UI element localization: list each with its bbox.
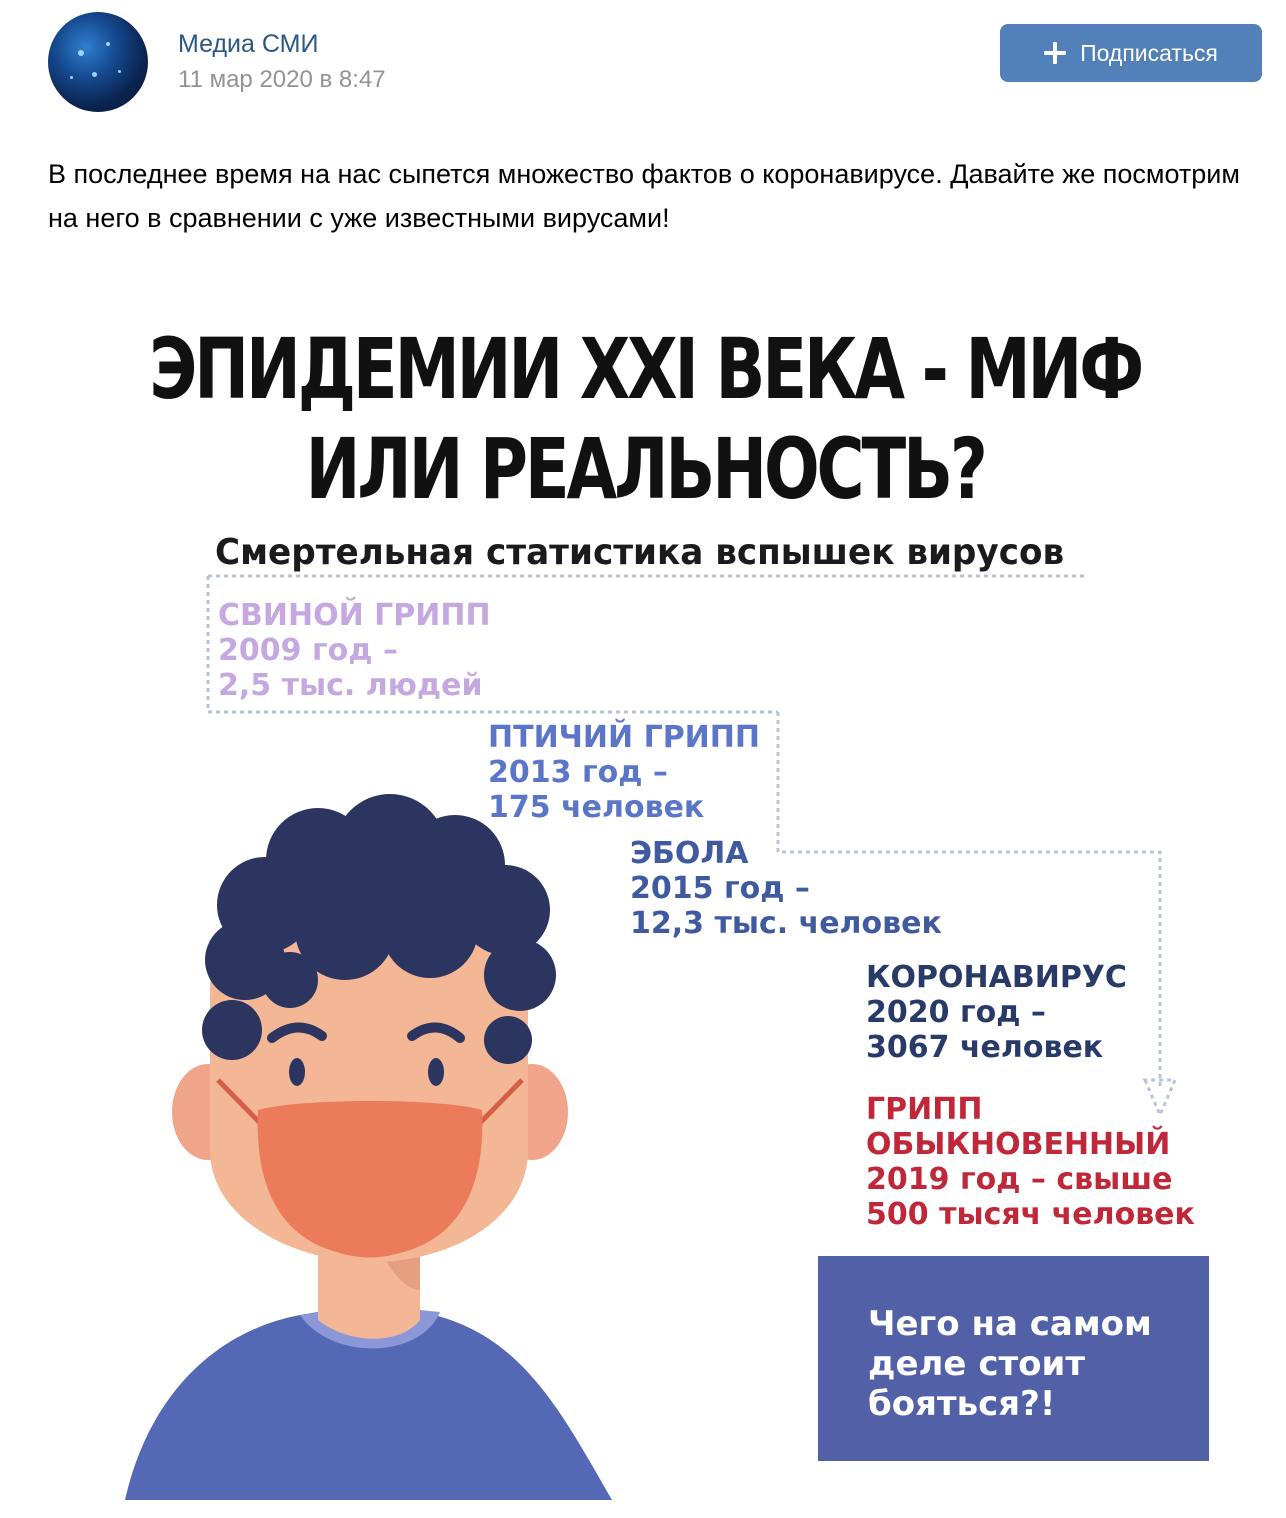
author-name[interactable]: Медиа СМИ: [178, 30, 319, 58]
plus-icon: [1044, 42, 1066, 64]
stat-swine-flu: [218, 598, 491, 703]
stat-deaths: 500 тысяч человек: [866, 1197, 1195, 1232]
post-date[interactable]: 11 мар 2020 в 8:47: [178, 66, 386, 93]
stat-coronavirus: [866, 960, 1127, 1065]
infographic-subtitle: Смертельная статистика вспышек вирусов: [215, 532, 1065, 573]
stat-deaths: 175 человек: [488, 790, 705, 825]
question-text: Чего на самом деле стоит бояться?!: [868, 1304, 1152, 1424]
avatar[interactable]: [48, 12, 148, 112]
stat-name-line2: ОБЫКНОВЕННЫЙ: [866, 1127, 1171, 1162]
stat-deaths: 12,3 тыс. человек: [630, 906, 942, 941]
stat-name-line1: ГРИПП: [866, 1092, 983, 1127]
subscribe-label: Подписаться: [1080, 39, 1218, 66]
stat-year: 2020 год –: [866, 995, 1046, 1030]
stat-year: 2019 год – свыше: [866, 1162, 1173, 1197]
stat-name: СВИНОЙ ГРИПП: [218, 598, 491, 633]
stat-bird-flu: [488, 720, 760, 825]
infographic-title-line2: ИЛИ РЕАЛЬНОСТЬ?: [305, 420, 985, 518]
stat-name: ЭБОЛА: [630, 836, 749, 871]
stat-year: 2009 год –: [218, 633, 398, 668]
stat-name: ПТИЧИЙ ГРИПП: [488, 720, 761, 755]
right-eye: [428, 1058, 444, 1086]
subscribe-button[interactable]: [1000, 24, 1262, 82]
stat-deaths: 2,5 тыс. людей: [218, 668, 483, 703]
stat-year: 2015 год –: [630, 871, 810, 906]
infographic-title-line1: ЭПИДЕМИИ XXI ВЕКА - МИФ: [149, 320, 1142, 418]
stat-name: КОРОНАВИРУС: [866, 960, 1127, 995]
left-eye: [289, 1058, 305, 1086]
stat-deaths: 3067 человек: [866, 1030, 1104, 1065]
stat-year: 2013 год –: [488, 755, 668, 790]
stat-common-flu: [866, 1092, 1195, 1232]
infographic-image[interactable]: [0, 290, 1286, 1518]
post-text: В последнее время на нас сыпется множество фактов о коронавирусе. Давайте же посмотрим на него в сравнении с уже известными вирусами!: [48, 159, 1240, 233]
stat-ebola: [630, 836, 942, 941]
